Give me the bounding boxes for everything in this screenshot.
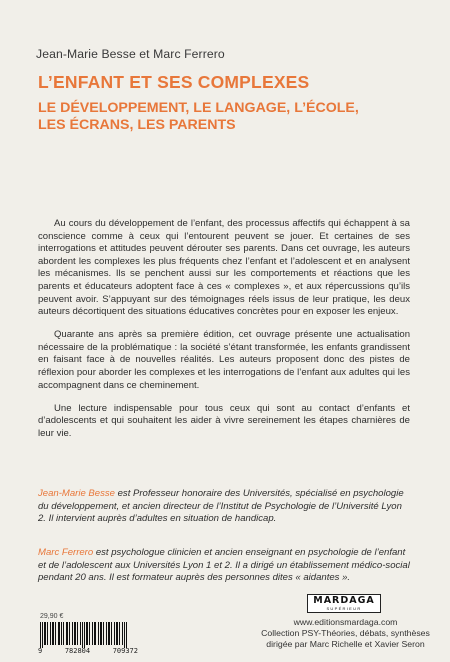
blurb-paragraph-1: Au cours du développement de l’enfant, des processus affectifs qui échappent à sa conscience comme à ceux qui l’entourent peuvent se jouer. Et certaines de ses interrogations et attitudes peuvent dérouter ses parents. Dans cet ouvrage, les auteurs abordent les complexes les plus fréquents chez l’enfant et l’adolescent et en analysent les mécanismes. Ils se penchent aussi sur les comportements et réactions que les parents et éducateurs adoptent face à ces « complexes », et aux répercussions qu’ils peuvent avoir. S’appuyant sur des témoignages réels issus de leur pratique, les deux auteurs décortiquent des situations éducatives concrètes pour en exposer les enjeux. <box>38 218 410 318</box>
publisher-logo <box>307 594 381 613</box>
book-title: L’ENFANT ET SES COMPLEXES <box>38 72 310 92</box>
isbn-group-1: 782804 <box>64 647 91 655</box>
isbn-number <box>38 647 138 655</box>
publisher-info <box>258 617 433 651</box>
authors: Jean-Marie Besse et Marc Ferrero <box>36 47 225 61</box>
price: 29,90 € <box>40 613 64 620</box>
author-bio-text-besse: est Professeur honoraire des Universités, spécialisé en psychologie du développement, et ancien directeur de l’Institut de Psychologie de l’Université Lyon 2. Il intervient auprès d’adultes en situation de handicap. <box>38 488 404 525</box>
author-name-besse: Jean-Marie Besse <box>38 488 115 499</box>
subtitle-line-1: LE DÉVELOPPEMENT, LE LANGAGE, L’ÉCOLE, <box>38 100 359 116</box>
author-bio-besse <box>38 488 410 526</box>
blurb <box>38 218 410 451</box>
author-name-ferrero: Marc Ferrero <box>38 547 94 558</box>
collection-name: Collection PSY-Théories, débats, synthèses <box>261 628 430 639</box>
collection-directors: dirigée par Marc Richelle et Xavier Seron <box>266 639 425 650</box>
author-bio-ferrero <box>38 547 410 585</box>
isbn-prefix: 9 <box>38 647 43 655</box>
subtitle-line-2: LES ÉCRANS, LES PARENTS <box>38 117 236 133</box>
book-subtitle <box>38 100 438 134</box>
publisher-website: www.editionsmardaga.com <box>293 617 398 627</box>
logo-sub-text: SUPÉRIEUR <box>326 606 362 611</box>
blurb-paragraph-2: Quarante ans après sa première édition, cet ouvrage présente une actualisation nécessaire de la problématique : la société s’étant transformée, les enfants grandissent en faisant face à de nouvelles réalités. Les auteurs proposent donc des pistes de réflexion pour aborder les complexes et les interrogations de l’enfant aux adultes qui les accompagnent dans ce cheminement. <box>38 329 410 391</box>
blurb-paragraph-3: Une lecture indispensable pour tous ceux qui sont au contact d’enfants et d’adolescents et qui souhaitent les aider à vivre sereinement les étapes charnières de leur vie. <box>38 402 410 439</box>
logo-main-text: MARDAGA <box>313 595 375 606</box>
author-bio-text-ferrero: est psychologue clinicien et ancien enseignant en psychologie de l’enfant et de l’adolescent aux Universités Lyon 1 et 2. Il a dirigé un établissement médico-social pendant 20 ans. Il est formateur auprès des personnes dites « aidantes ». <box>38 547 410 584</box>
isbn-group-2: 709372 <box>112 647 138 655</box>
barcode-icon <box>40 622 128 648</box>
